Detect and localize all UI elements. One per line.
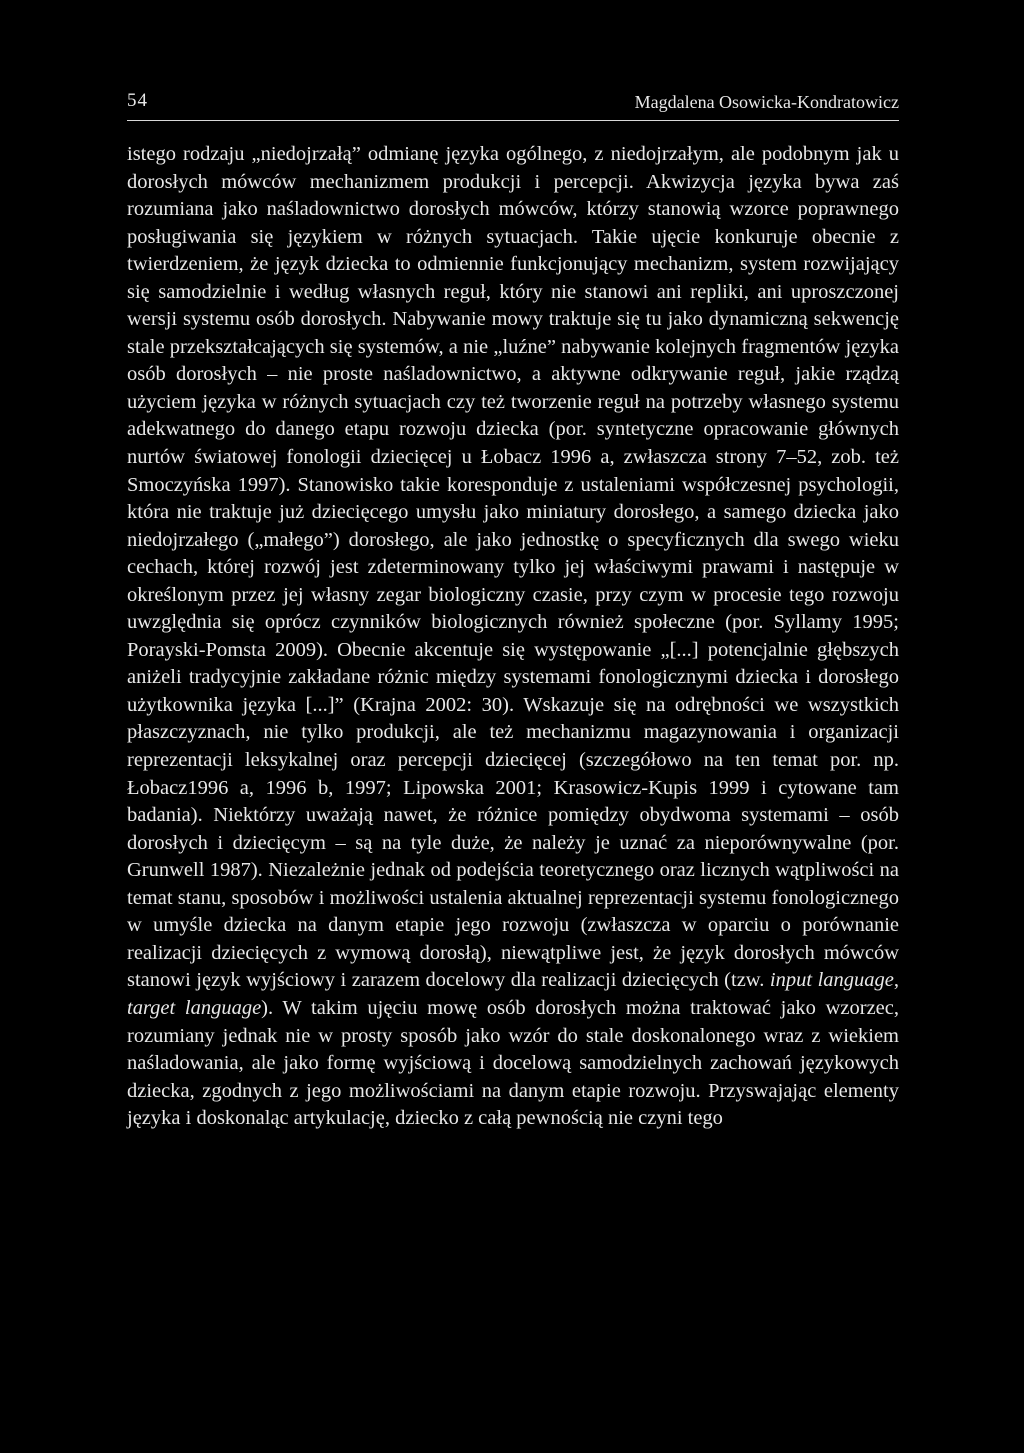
body-text-segment: istego rodzaju „niedojrzałą” odmianę języka ogólnego, z niedojrzałym, ale podobnym jak u dorosłych mówców mechanizmem produkcji i percepcji. Akwizycja języka bywa zaś rozumiana jako naśladownictwo dorosłych mówców, którzy stanowią wzorce poprawnego posługiwania się językiem w różnych sytuacjach. Takie ujęcie konkuruje obecnie z twierdzeniem, że język dziecka to odmiennie funkcjonujący mechanizm, system rozwijający się samodzielnie i według własnych reguł, który nie stanowi ani repliki, ani uproszczonej wersji systemu osób dorosłych. Nabywanie mowy traktuje się tu jako dynamiczną sekwencję stale przekształcających się systemów, a nie „luźne” nabywanie kolejnych fragmentów języka osób dorosłych – nie proste naśladownictwo, a aktywne odkrywanie reguł, jakie rządzą użyciem języka w różnych sytuacjach czy też tworzenie reguł na potrzeby własnego systemu adekwatnego do danego etapu rozwoju dziecka (por. syntetyczne opracowanie głównych nurtów światowej fonologii dziecięcej u Łobacz 1996 a, zwłaszcza strony 7–52, zob. też Smoczyńska 1997). Stanowisko takie koresponduje z ustaleniami współczesnej psychologii, która nie traktuje już dziecięcego umysłu jako miniatury dorosłego, a samego dziecka jako niedojrzałego („małego”) dorosłego, ale jako jednostkę o specyficznych dla swego wieku cechach, której rozwój jest zdeterminowany tylko jej właściwymi prawami i następuje w określonym przez jej własny zegar biologiczny czasie, przy czym w procesie tego rozwoju uwzględnia się oprócz czynników biologicznych również społeczne (por. Syllamy 1995; Porayski-Pomsta 2009). Obecnie akcentuje się występowanie „[...] potencjalnie głębszych aniżeli tradycyjnie zakładane różnic między systemami fonologicznymi dziecka i dorosłego użytkownika języka [...]” (Krajna 2002: 30). Wskazuje się na odrębności we wszystkich płaszczyznach, nie tylko produkcji, ale też mechanizmu magazynowania i organizacji reprezentacji leksykalnej oraz percepcji dziecięcej (szczegółowo na ten temat por. np. Łobacz1996 a, 1996 b, 1997; Lipowska 2001; Krasowicz-Kupis 1999 i cytowane tam badania). Niektórzy uważają nawet, że różnice pomiędzy obydwoma systemami – osób dorosłych i dziecięcym – są na tyle duże, że należy je uznać za nieporównywalne (por. Grunwell 1987). Niezależnie jednak od podejścia teoretycznego oraz licznych wątpliwości na temat stanu, sposobów i możliwości ustalenia aktualnej reprezentacji systemu fonologicznego w umyśle dziecka na danym etapie jego rozwoju (zwłaszcza w oparciu o porównanie realizacji dziecięcych z wymową dorosłą), niewątpliwe jest, że język dorosłych mówców stanowi język wyjściowy i zarazem docelowy dla realizacji dziecięcych (tzw. <box>127 143 899 992</box>
italic-term-input-language: input language <box>769 969 894 992</box>
body-text-segment: , <box>893 969 899 992</box>
body-paragraph <box>127 141 899 1133</box>
italic-term-target-language: target language <box>127 996 262 1019</box>
running-head-author: Magdalena Osowicka-Kondratowicz <box>634 92 899 112</box>
page-number: 54 <box>127 90 148 111</box>
body-text-segment: ). W takim ujęciu mowę osób dorosłych można traktować jako wzorzec, rozumiany jednak nie w prosty sposób jako wzór do stale doskonalonego wraz z wiekiem naśladowania, ale jako formę wyjściową i docelową samodzielnych zachowań językowych dziecka, zgodnych z jego możliwościami na danym etapie rozwoju. Przyswajając elementy języka i doskonaląc artykulację, dziecko z całą pewnością nie czyni tego <box>127 996 899 1130</box>
page-header <box>127 90 899 121</box>
